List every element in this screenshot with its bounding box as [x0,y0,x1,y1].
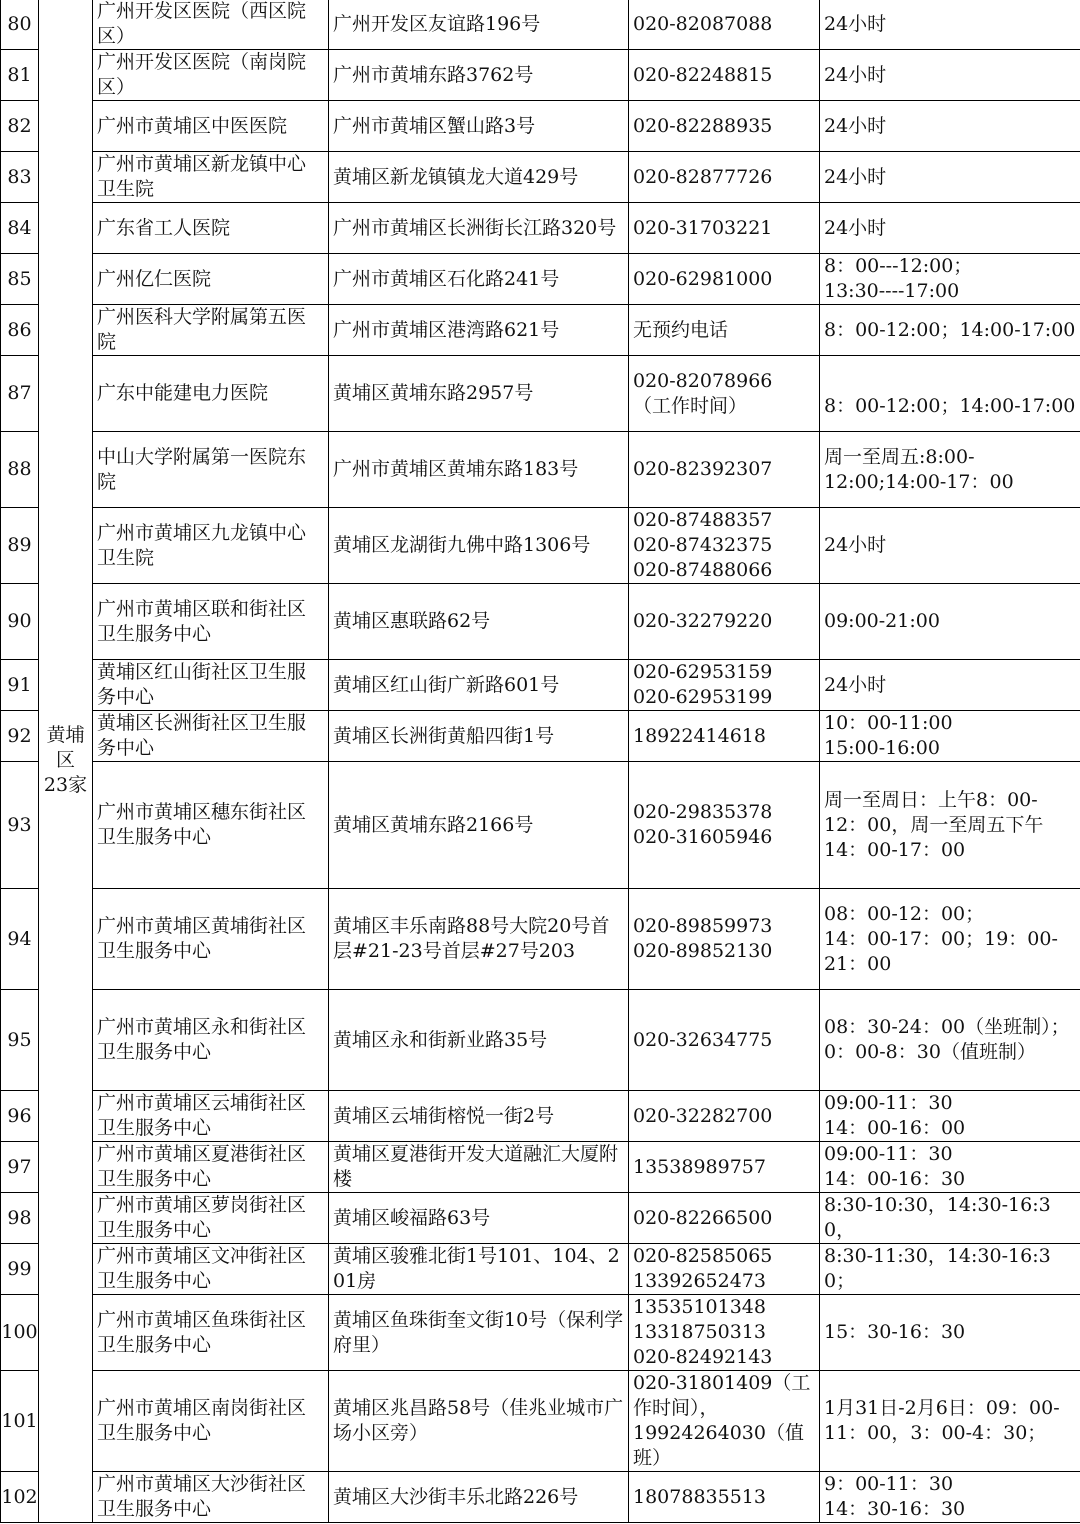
hospital-address: 黄埔区长洲街黄船四街1号 [329,711,629,762]
hospital-address: 广州市黄埔区石化路241号 [329,254,629,305]
hospital-address: 广州市黄埔区黄埔东路183号 [329,432,629,508]
hospital-phone: 18922414618 [629,711,820,762]
hospital-address: 黄埔区丰乐南路88号大院20号首层#21-23号首层#27号203 [329,889,629,990]
hospital-name: 广州市黄埔区永和街社区卫生服务中心 [93,990,329,1091]
hospital-name: 黄埔区红山街社区卫生服务中心 [93,660,329,711]
hospital-name: 广州市黄埔区九龙镇中心卫生院 [93,508,329,584]
table-row [1,1472,1080,1523]
hospital-phone: 020-82392307 [629,432,820,508]
table-row [1,508,1080,584]
row-number: 102 [1,1472,39,1523]
hospital-name: 广州市黄埔区南岗街社区卫生服务中心 [93,1371,329,1472]
hospital-phone: 无预约电话 [629,305,820,356]
opening-hours: 08：00-12：00； 14：00-17：00；19：00- 21：00 [820,889,1080,990]
hospital-name: 广东中能建电力医院 [93,356,329,432]
hospital-name: 广州市黄埔区黄埔街社区卫生服务中心 [93,889,329,990]
hospital-phone: 020-32634775 [629,990,820,1091]
table-row [1,50,1080,101]
table-row [1,0,1080,50]
hospital-phone: 020-87488357 020-87432375 020-87488066 [629,508,820,584]
table-row [1,432,1080,508]
hospital-phone: 020-89859973 020-89852130 [629,889,820,990]
table-row [1,254,1080,305]
hospital-address: 黄埔区骏雅北街1号101、104、201房 [329,1244,629,1295]
district-name: 黄埔区 [46,724,85,771]
hospital-address: 广州市黄埔区长洲街长江路320号 [329,203,629,254]
hospital-name: 广州医科大学附属第五医院 [93,305,329,356]
opening-hours: 24小时 [820,101,1080,152]
hospital-phone: 020-82248815 [629,50,820,101]
table-row [1,1193,1080,1244]
row-number: 81 [1,50,39,101]
opening-hours: 10：00-11:00 15:00-16:00 [820,711,1080,762]
row-number: 94 [1,889,39,990]
row-number: 82 [1,101,39,152]
hospital-phone: 13538989757 [629,1142,820,1193]
table-row [1,203,1080,254]
opening-hours: 15：30-16：30 [820,1295,1080,1371]
hospital-address: 广州市黄埔东路3762号 [329,50,629,101]
hospital-name: 广州开发区医院（南岗院区） [93,50,329,101]
opening-hours: 09:00-21:00 [820,584,1080,660]
hospital-name: 广州市黄埔区夏港街社区卫生服务中心 [93,1142,329,1193]
hospital-address: 黄埔区兆昌路58号（佳兆业城市广场小区旁） [329,1371,629,1472]
hospital-address: 广州市黄埔区蟹山路3号 [329,101,629,152]
hospital-phone: 18078835513 [629,1472,820,1523]
row-number: 97 [1,1142,39,1193]
table-row [1,711,1080,762]
table-row [1,1091,1080,1142]
hospital-name: 广州市黄埔区新龙镇中心卫生院 [93,152,329,203]
opening-hours: 8:30-11:30，14:30-16:30； [820,1244,1080,1295]
row-number: 87 [1,356,39,432]
hospital-address: 黄埔区红山街广新路601号 [329,660,629,711]
row-number: 101 [1,1371,39,1472]
hospital-name: 广州市黄埔区穗东街社区卫生服务中心 [93,762,329,889]
table-row [1,1142,1080,1193]
row-number: 91 [1,660,39,711]
opening-hours: 8：00---12:00； 13:30----17:00 [820,254,1080,305]
row-number: 93 [1,762,39,889]
row-number: 90 [1,584,39,660]
hospital-phone: 020-82078966 （工作时间） [629,356,820,432]
hospital-address: 黄埔区黄埔东路2957号 [329,356,629,432]
row-number: 89 [1,508,39,584]
row-number: 86 [1,305,39,356]
hospital-name: 广州市黄埔区鱼珠街社区卫生服务中心 [93,1295,329,1371]
table-row [1,762,1080,889]
table-row [1,990,1080,1091]
table-row [1,152,1080,203]
opening-hours: 8：00-12:00；14:00-17:00 [820,305,1080,356]
hospital-address: 黄埔区云埔街榕悦一街2号 [329,1091,629,1142]
opening-hours: 24小时 [820,508,1080,584]
table-row [1,584,1080,660]
hospital-name: 中山大学附属第一医院东院 [93,432,329,508]
hospital-name: 广州市黄埔区中医医院 [93,101,329,152]
table-row [1,1371,1080,1472]
hospital-address: 广州市黄埔区港湾路621号 [329,305,629,356]
opening-hours: 1月31日-2月6日：09：00- 11：00，3：00-4：30； [820,1371,1080,1472]
opening-hours: 周一至周五:8:00- 12:00;14:00-17：00 [820,432,1080,508]
hospital-name: 广州亿仁医院 [93,254,329,305]
opening-hours: 24小时 [820,50,1080,101]
opening-hours: 8:30-10:30，14:30-16:30， [820,1193,1080,1244]
hospital-address: 黄埔区夏港街开发大道融汇大厦附楼 [329,1142,629,1193]
opening-hours: 08：30-24：00（坐班制）； 0：00-8：30（值班制） [820,990,1080,1091]
hospital-address: 黄埔区鱼珠街奎文街10号（保利学府里） [329,1295,629,1371]
opening-hours: 24小时 [820,152,1080,203]
hospital-address: 黄埔区龙湖街九佛中路1306号 [329,508,629,584]
row-number: 92 [1,711,39,762]
hospital-address: 黄埔区新龙镇镇龙大道429号 [329,152,629,203]
hospital-phone: 020-29835378 020-31605946 [629,762,820,889]
hospital-phone: 020-82288935 [629,101,820,152]
table-row [1,660,1080,711]
hospital-phone: 020-62953159 020-62953199 [629,660,820,711]
opening-hours: 周一至周日：上午8：00- 12：00，周一至周五下午 14：00-17：00 [820,762,1080,889]
hospital-address: 黄埔区峻福路63号 [329,1193,629,1244]
hospital-phone: 020-32282700 [629,1091,820,1142]
table-row [1,356,1080,432]
table-row [1,1295,1080,1371]
row-number: 99 [1,1244,39,1295]
row-number: 83 [1,152,39,203]
table-row [1,101,1080,152]
table-row [1,305,1080,356]
hospital-address: 广州开发区友谊路196号 [329,0,629,50]
hospital-name: 广州市黄埔区文冲街社区卫生服务中心 [93,1244,329,1295]
opening-hours: 24小时 [820,0,1080,50]
hospital-phone: 020-82877726 [629,152,820,203]
hospital-name: 广东省工人医院 [93,203,329,254]
row-number: 95 [1,990,39,1091]
table-row [1,889,1080,990]
hospital-name: 广州开发区医院（西区院区） [93,0,329,50]
hospital-address: 黄埔区黄埔东路2166号 [329,762,629,889]
hospital-name: 广州市黄埔区萝岗街社区卫生服务中心 [93,1193,329,1244]
hospital-phone: 020-82266500 [629,1193,820,1244]
table-row [1,1244,1080,1295]
row-number: 85 [1,254,39,305]
hospital-address: 黄埔区永和街新业路35号 [329,990,629,1091]
hospital-address: 黄埔区大沙街丰乐北路226号 [329,1472,629,1523]
district-cell [39,0,93,1523]
row-number: 98 [1,1193,39,1244]
row-number: 80 [1,0,39,50]
district-count: 23家 [43,774,88,796]
hospital-name: 黄埔区长洲街社区卫生服务中心 [93,711,329,762]
hospital-phone: 020-31801409（工作时间）， 19924264030（值班） [629,1371,820,1472]
table-body [1,0,1080,1523]
opening-hours: 9：00-11：30 14：30-16：30 [820,1472,1080,1523]
opening-hours: 24小时 [820,203,1080,254]
opening-hours: 09:00-11：30 14：00-16：00 [820,1091,1080,1142]
row-number: 84 [1,203,39,254]
opening-hours: 09:00-11：30 14：00-16：30 [820,1142,1080,1193]
hospital-phone: 020-62981000 [629,254,820,305]
hospital-phone: 020-82087088 [629,0,820,50]
hospital-address: 黄埔区惠联路62号 [329,584,629,660]
hospital-phone: 13535101348 13318750313 020-82492143 [629,1295,820,1371]
hospital-phone: 020-32279220 [629,584,820,660]
hospital-phone: 020-31703221 [629,203,820,254]
opening-hours: 24小时 [820,660,1080,711]
opening-hours: 8：00-12:00；14:00-17:00 [820,356,1080,432]
row-number: 88 [1,432,39,508]
hospital-name: 广州市黄埔区大沙街社区卫生服务中心 [93,1472,329,1523]
row-number: 100 [1,1295,39,1371]
hospital-name: 广州市黄埔区联和街社区卫生服务中心 [93,584,329,660]
row-number: 96 [1,1091,39,1142]
hospital-phone: 020-82585065 13392652473 [629,1244,820,1295]
hospital-name: 广州市黄埔区云埔街社区卫生服务中心 [93,1091,329,1142]
